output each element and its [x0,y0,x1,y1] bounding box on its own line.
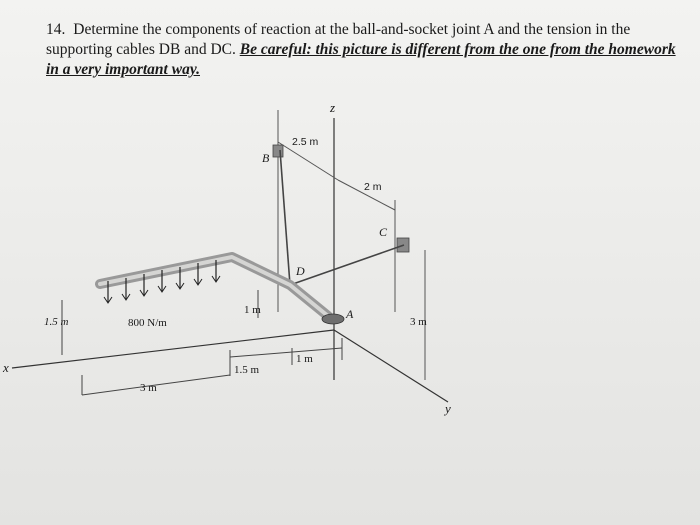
x-axis [12,330,334,368]
point-a-label: A [346,307,354,321]
axis-y-label: y [445,401,451,416]
dim-vertical-d-label: 1 m [244,304,261,316]
axis-x-label: x [3,360,9,375]
problem-text: Determine the components of reaction at the ball-and-socket joint A and the tension in the supporting cables DB and DC. [46,21,631,58]
cable-dc [290,245,404,285]
ball-socket-a [322,314,344,324]
bent-rod-highlight [100,257,328,316]
dim-c-height-label: 3 m [410,316,427,328]
load-label: 800 N/m [128,317,167,329]
point-b-label: B [262,151,270,165]
y-dim-line [230,348,342,357]
y-axis [334,330,448,402]
dim-c-z-label: 2 m [364,181,382,193]
point-d-label: D [296,264,305,278]
axis-z-label: z [330,100,336,115]
b-bracket [273,145,283,157]
dim-left-height-label: 1.5 m [44,316,69,328]
dim-x-load-label: 3 m [140,382,157,394]
problem-emphasis: Be careful: this picture is different from the one from the homework in a very important way. [46,41,676,78]
problem-number: 14. [46,21,66,38]
dim-y-1-5-label: 1.5 m [234,364,260,376]
dim-b-z-label: 2.5 m [292,136,319,148]
cable-db [280,150,290,285]
point-c-label: C [379,225,388,239]
dim-y-1-label: 1 m [296,353,313,365]
